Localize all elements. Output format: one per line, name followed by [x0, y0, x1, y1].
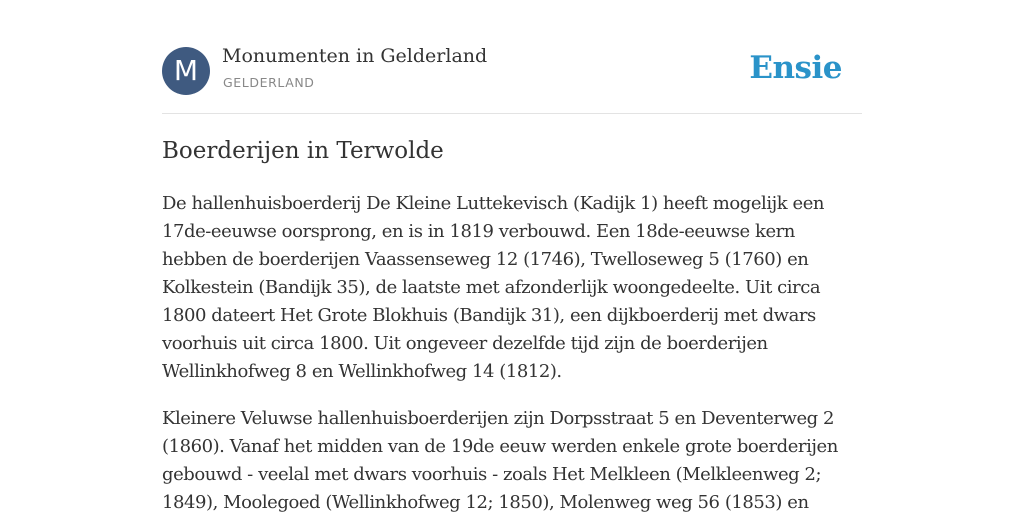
- page-title: Boerderijen in Terwolde: [162, 138, 444, 164]
- source-subtitle: GELDERLAND: [223, 75, 315, 90]
- source-header: [162, 0, 862, 114]
- avatar[interactable]: M: [162, 47, 210, 95]
- ensie-logo[interactable]: Ensie: [749, 50, 842, 86]
- paragraph: Kleinere Veluwse hallenhuisboerderijen zijn Dorpsstraat 5 en Deventerweg 2 (1860). Vanaf het midden van de 19de eeuw werden enkele grote boerderijen gebouwd - veelal met dwars voorhuis - zoals Het Melkleen (Melkleenweg 2; 1849), Moolegoed (Wellinkhofweg 12; 1850), Molenweg weg 56 (1853) en: [162, 408, 838, 512]
- article-body: [162, 190, 862, 512]
- paragraph: De hallenhuisboerderij De Kleine Luttekevisch (Kadijk 1) heeft mogelijk een 17de-eeuwse oorsprong, en is in 1819 verbouwd. Een 18de-eeuwse kern hebben de boerderijen Vaassenseweg 12 (1746), Twelloseweg 5 (1760) en Kolkestein (Bandijk 35), de laatste met afzonderlijk woongedeelte. Uit circa 1800 dateert Het Grote Blokhuis (Bandijk 31), een dijkboerderij met dwars voorhuis uit circa 1800. Uit ongeveer dezelfde tijd zijn de boerderijen Wellinkhofweg 8 en Wellinkhofweg 14 (1812).: [162, 193, 825, 382]
- page-container: [162, 0, 862, 512]
- source-name[interactable]: Monumenten in Gelderland: [222, 45, 488, 67]
